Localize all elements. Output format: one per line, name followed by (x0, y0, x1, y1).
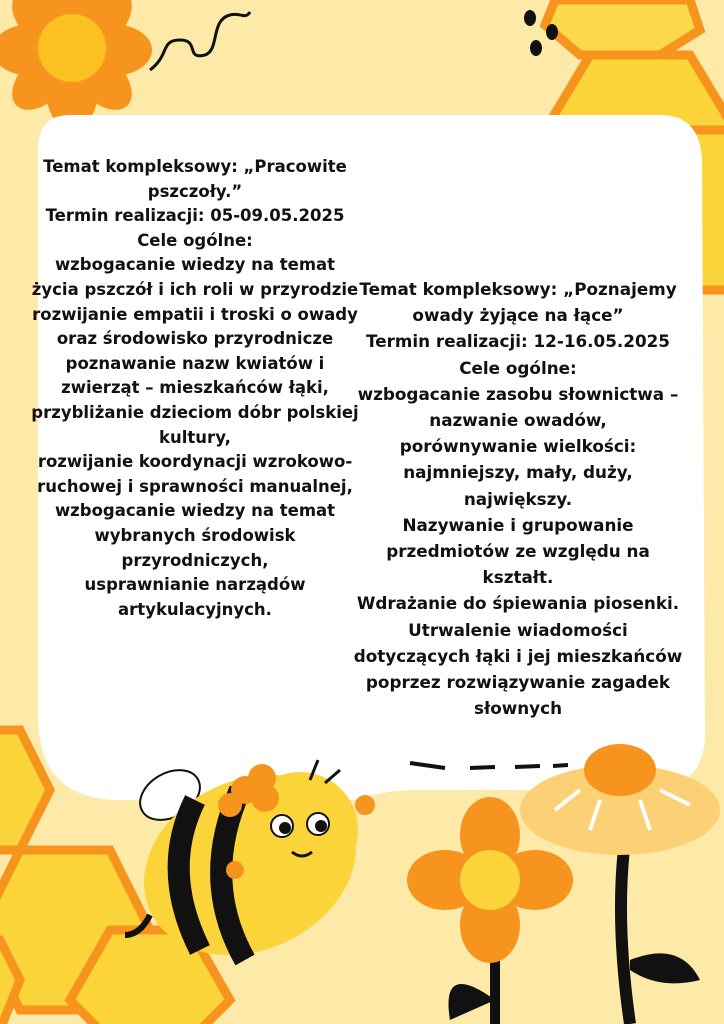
left-goal-item: wzbogacanie wiedzy na temat życia pszczół i ich roli w przyrodzie (31, 255, 359, 299)
right-goal-item: wzbogacanie zasobu słownictwa – nazwanie owadów, (357, 383, 679, 431)
right-topic-block (352, 276, 684, 721)
left-goal-item: poznawanie nazw kwiatów i zwierząt – mieszkańców łąki, (61, 353, 329, 398)
right-term: Termin realizacji: 12-16.05.2025 (366, 331, 670, 352)
left-topic: Temat kompleksowy: „Pracowite pszczoły.” (43, 157, 347, 201)
left-term: Termin realizacji: 05-09.05.2025 (45, 206, 345, 226)
right-goal-item: Utrwalenie wiadomości dotyczących łąki i jej mieszkańców poprzez rozwiązywanie zagadek słownych (353, 619, 683, 719)
left-goal-item: rozwijanie koordynacji wzrokowo-ruchowej i sprawności manualnej, (37, 452, 353, 496)
left-goal-item: przybliżanie dzieciom dóbr polskiej kultury, (31, 402, 359, 447)
left-topic-block (30, 155, 360, 622)
left-goals-heading: Cele ogólne: (137, 230, 253, 250)
left-goal-item: wzbogacanie wiedzy na temat wybranych środowisk przyrodniczych, (54, 501, 336, 570)
flower-icon (0, 0, 152, 130)
left-goal-item: usprawnianie narządów artykulacyjnych. (84, 575, 306, 619)
right-goal-item: porównywanie wielkości: najmniejszy, mały, duży, największy. (399, 436, 637, 509)
right-goals-heading: Cele ogólne: (459, 357, 577, 378)
right-topic: Temat kompleksowy: „Poznajemy owady żyjące na łące” (359, 279, 677, 326)
left-goal-item: rozwijanie empatii i troski o owady oraz środowisko przyrodnicze (32, 304, 358, 349)
right-goal-item: Wdrażanie do śpiewania piosenki. (356, 593, 680, 614)
squiggle-line (150, 12, 250, 70)
right-goal-item: Nazywanie i grupowanie przedmiotów ze względu na kształt. (386, 514, 650, 588)
